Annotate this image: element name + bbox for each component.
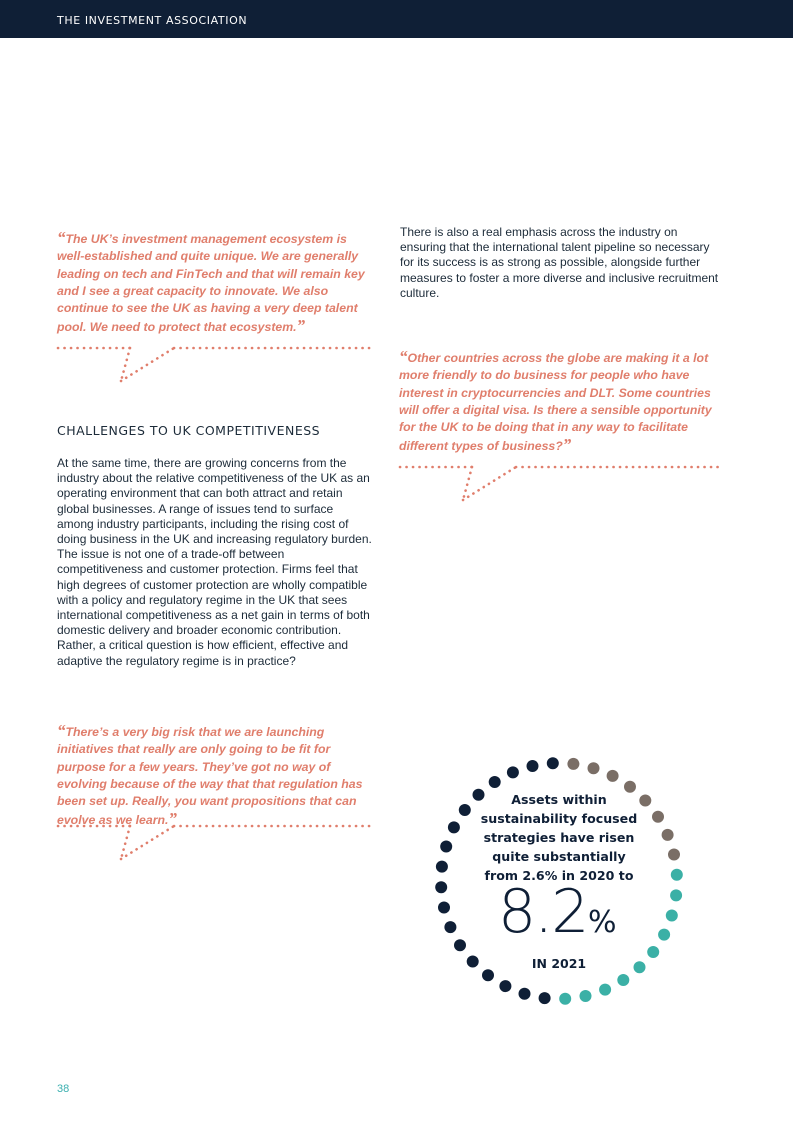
ring-dot xyxy=(671,869,683,881)
ring-dot xyxy=(647,946,659,958)
speech-bubble-icon xyxy=(56,821,376,863)
ring-dot xyxy=(607,770,619,782)
ring-dot xyxy=(489,776,501,788)
ring-dot xyxy=(666,910,678,922)
ring-dot xyxy=(435,881,447,893)
stat-year-label: IN 2021 xyxy=(531,956,587,971)
ring-dot xyxy=(668,849,680,861)
stat-unit: % xyxy=(588,905,617,940)
stat-caption: Assets within sustainability focused strategies have risen quite substantially from 2.6% in 2020 to xyxy=(480,792,638,883)
quote-ecosystem xyxy=(57,229,377,337)
ring-dot xyxy=(444,921,456,933)
speech-bubble-icon xyxy=(56,343,376,385)
close-quote-mark: ” xyxy=(296,316,306,336)
ring-dot xyxy=(527,760,539,772)
quote-text: There’s a very big risk that we are launching initiatives that really are only going to be fit for purpose for a few years. They’ve got no way of evolving because of the way that that regulation has been set up. Really, you want propositions that can evolve as we learn. xyxy=(57,725,363,828)
open-quote-mark: “ xyxy=(57,228,66,247)
ring-dot xyxy=(440,841,452,853)
ring-dot xyxy=(482,969,494,981)
page-header xyxy=(0,0,793,38)
ring-dot xyxy=(507,766,519,778)
speech-bubble-icon xyxy=(398,462,720,504)
ring-dot xyxy=(547,757,559,769)
ring-dot xyxy=(652,811,664,823)
quote-regulation xyxy=(57,722,379,830)
ring-dot xyxy=(599,984,611,996)
header-title: THE INVESTMENT ASSOCIATION xyxy=(57,14,248,27)
ring-dot xyxy=(670,889,682,901)
ring-dot xyxy=(658,929,670,941)
ring-dot xyxy=(580,990,592,1002)
ring-dot xyxy=(567,758,579,770)
ring-dot xyxy=(448,821,460,833)
ring-dot xyxy=(539,992,551,1004)
open-quote-mark: “ xyxy=(57,721,66,740)
close-quote-mark: ” xyxy=(562,435,572,455)
talent-paragraph: There is also a real emphasis across the industry on ensuring that the international talent pipeline so necessary for its success is as strong as possible, alongside further measures to foster a more diverse and inclusive recruitment culture. xyxy=(400,225,719,300)
open-quote-mark: “ xyxy=(399,347,408,366)
stat-value: 8.2 xyxy=(498,877,588,947)
section-heading: CHALLENGES TO UK COMPETITIVENESS xyxy=(57,423,321,438)
ring-dot xyxy=(436,861,448,873)
quote-text: Other countries across the globe are making it a lot more friendly to do business for people who have interest in cryptocurrencies and DLT. Some countries will offer a digital visa. Is there a sensible opportunity for the UK to be doing that in any way to facilitate different types of business? xyxy=(399,351,712,454)
ring-dot xyxy=(459,804,471,816)
ring-dot xyxy=(662,829,674,841)
quote-text: The UK’s investment management ecosystem is well-established and quite unique. We are generally leading on tech and FinTech and that will remain key and I see a great capacity to innovate. We also continue to see the UK as having a very deep talent pool. We need to protect that ecosystem. xyxy=(57,232,365,335)
ring-dot xyxy=(617,974,629,986)
ring-dot xyxy=(454,939,466,951)
ring-dot xyxy=(519,988,531,1000)
ring-dot xyxy=(438,902,450,914)
page-number: 38 xyxy=(57,1083,70,1095)
competitiveness-paragraph: At the same time, there are growing concerns from the industry about the relative competitiveness of the UK as an operating environment that can both attract and retain global businesses. A range of issues tend to surface among industry participants, including the rising cost of doing business in the UK and increasing regulatory burden. The issue is not one of a trade-off between competitiveness and customer protection. Firms feel that high degrees of customer protection are wholly compatible with a policy and regulatory regime in the UK that sees international competitiveness as a net gain in terms of both domestic delivery and broader economic contribution. Rather, a critical question is how efficient, effective and adaptive the regulatory regime is in practice? xyxy=(57,456,372,668)
ring-dot xyxy=(588,762,600,774)
ring-dot xyxy=(499,980,511,992)
quote-crypto xyxy=(399,348,717,456)
close-quote-mark: ” xyxy=(168,809,177,829)
ring-dot xyxy=(559,993,571,1005)
